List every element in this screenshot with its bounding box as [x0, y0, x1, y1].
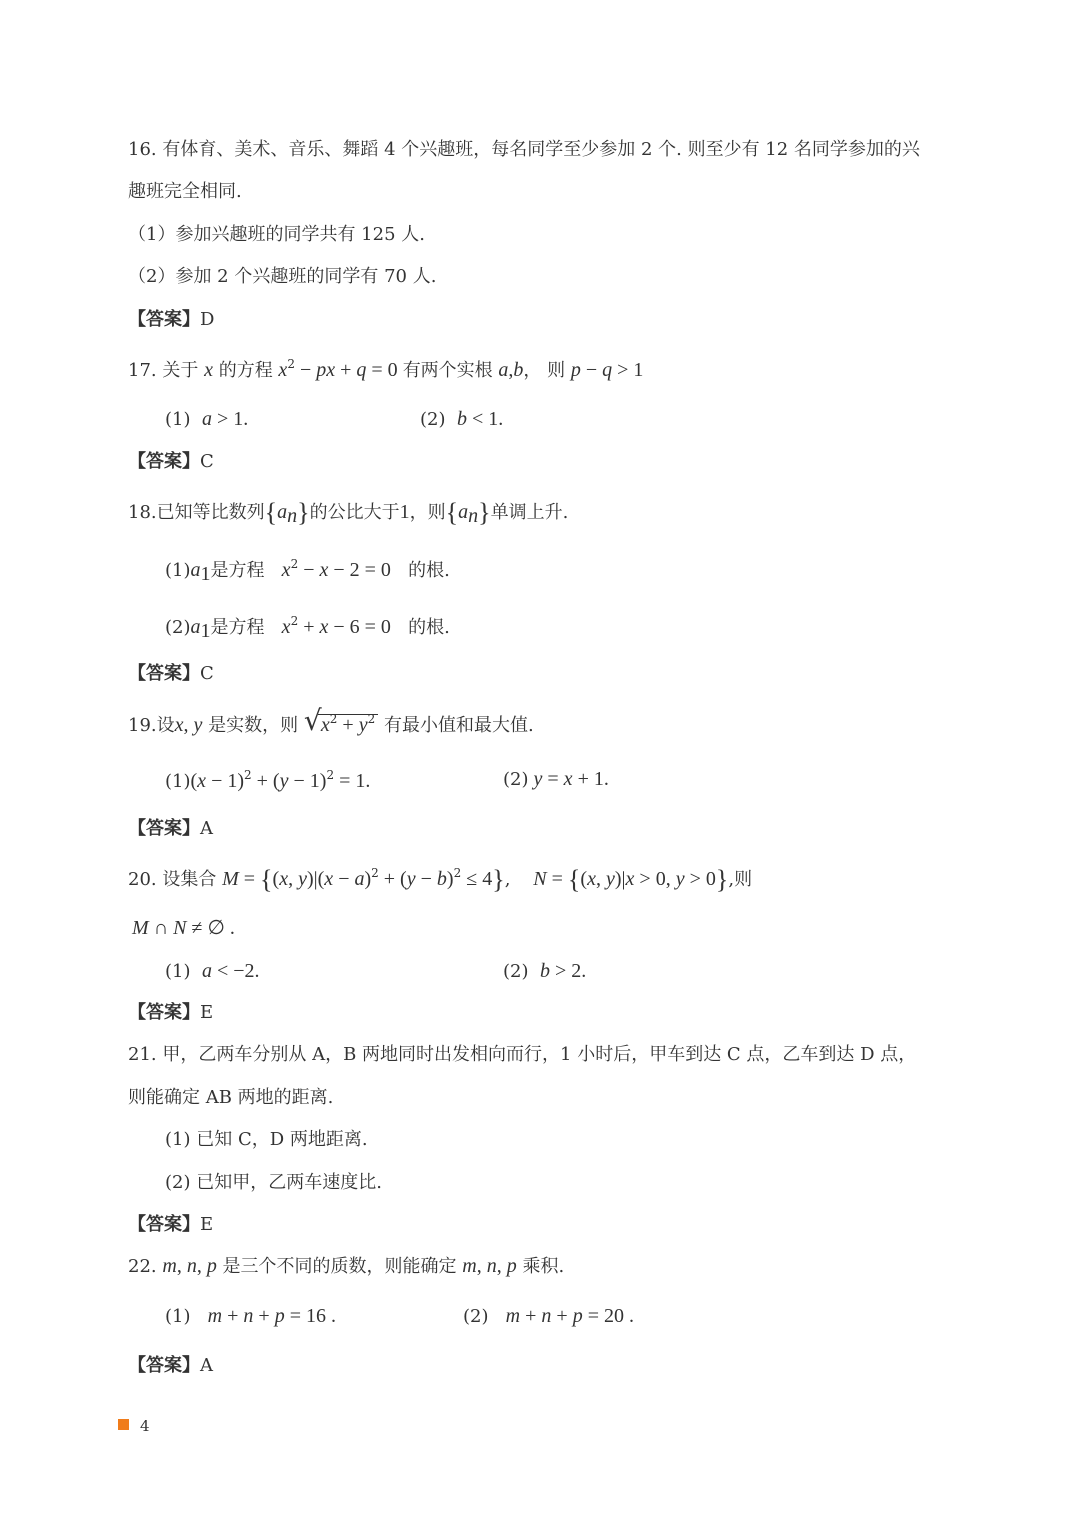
q16-line1: 16. 有体育、美术、音乐、舞蹈 4 个兴趣班，每名同学至少参加 2 个. 则至少有 12 名同学参加的兴: [128, 139, 920, 160]
answer-value: E: [200, 1214, 214, 1235]
q21-line1: 21. 甲，乙两车分别从 A，B 两地同时出发相向而行，1 小时后，甲车到达 C 点，乙车到达 D 点，: [128, 1044, 917, 1065]
answer-value: A: [200, 1355, 213, 1376]
q17-condition-2: (2) b < 1.: [420, 408, 504, 430]
answer-value: C: [200, 663, 214, 684]
q20-condition-1: (1) a < −2.: [165, 960, 260, 982]
q22-stem: 22. m, n, p 是三个不同的质数，则能确定 m, n, p 乘积.: [128, 1255, 565, 1277]
q16-condition-1: （1）参加兴趣班的同学共有 125 人.: [128, 224, 425, 245]
q18-answer: [128, 665, 214, 683]
answer-label: 【答案】: [128, 309, 200, 330]
q17-stem: 17. 关于 x 的方程 $x^2$ − px + q = 0 有两个实根 a,b， 则 p − q > 1: [128, 357, 644, 381]
answer-value: A: [200, 818, 213, 839]
q21-answer: [128, 1216, 213, 1234]
answer-value: C: [200, 451, 214, 472]
q21-condition-2: (2) 已知甲，乙两车速度比.: [165, 1172, 382, 1193]
q22-condition-1: (1) m + n + p = 16 .: [165, 1305, 336, 1327]
q16-condition-2: （2）参加 2 个兴趣班的同学有 70 人.: [128, 266, 437, 287]
q21-line2: 则能确定 AB 两地的距离.: [128, 1087, 334, 1108]
answer-value: E: [200, 1002, 214, 1023]
q17-condition-1: (1) a > 1.: [165, 408, 249, 430]
page-number: 4: [140, 1417, 150, 1435]
answer-value: D: [200, 309, 215, 330]
answer-label: 【答案】: [128, 818, 200, 839]
q20-condition-2: (2) b > 2.: [503, 960, 587, 982]
answer-label: 【答案】: [128, 663, 200, 684]
q20-answer: [128, 1004, 213, 1022]
q18-condition-2: $(2)a_1$是方程 $x^2 + x - 6 = 0$ 的根.: [165, 614, 450, 642]
footer-marker-square: [118, 1419, 129, 1430]
answer-label: 【答案】: [128, 451, 200, 472]
q16-answer: [128, 311, 214, 329]
q20-stem: 20. 设集合 M = {(x, $y)|(x - a)^2 + (y - b)^2 \le 4$}, N = {(x, y)|x > 0, y > 0},则: [128, 865, 753, 894]
q18-condition-1: $(1)a_1$是方程 $x^2 - x - 2 = 0$ 的根.: [165, 557, 450, 585]
q19-condition-1: $(1)(x - 1)^2 + (y - 1)^2 = 1$.: [165, 768, 371, 792]
q19-condition-2: (2) y = x + 1.: [503, 768, 609, 790]
q19-answer: [128, 820, 213, 838]
answer-label: 【答案】: [128, 1355, 200, 1376]
q16-line2: 趣班完全相同.: [128, 181, 242, 202]
q19-stem: 19.设x, y 是实数，则 √ $x^2 + y^2$ 有最小值和最大值.: [128, 713, 534, 735]
answer-label: 【答案】: [128, 1002, 200, 1023]
q17-answer: [128, 453, 214, 471]
q20-stem-line2: M ∩ N ≠ ∅ .: [132, 917, 235, 939]
q22-answer: [128, 1357, 213, 1375]
answer-label: 【答案】: [128, 1214, 200, 1235]
q18-stem: 18.已知等比数列$\{a_n\}$的公比大于1，则$\{a_n\}$单调上升.: [128, 498, 569, 527]
q21-condition-1: (1) 已知 C，D 两地距离.: [165, 1129, 368, 1150]
q22-condition-2: (2) m + n + p = 20 .: [463, 1305, 634, 1327]
